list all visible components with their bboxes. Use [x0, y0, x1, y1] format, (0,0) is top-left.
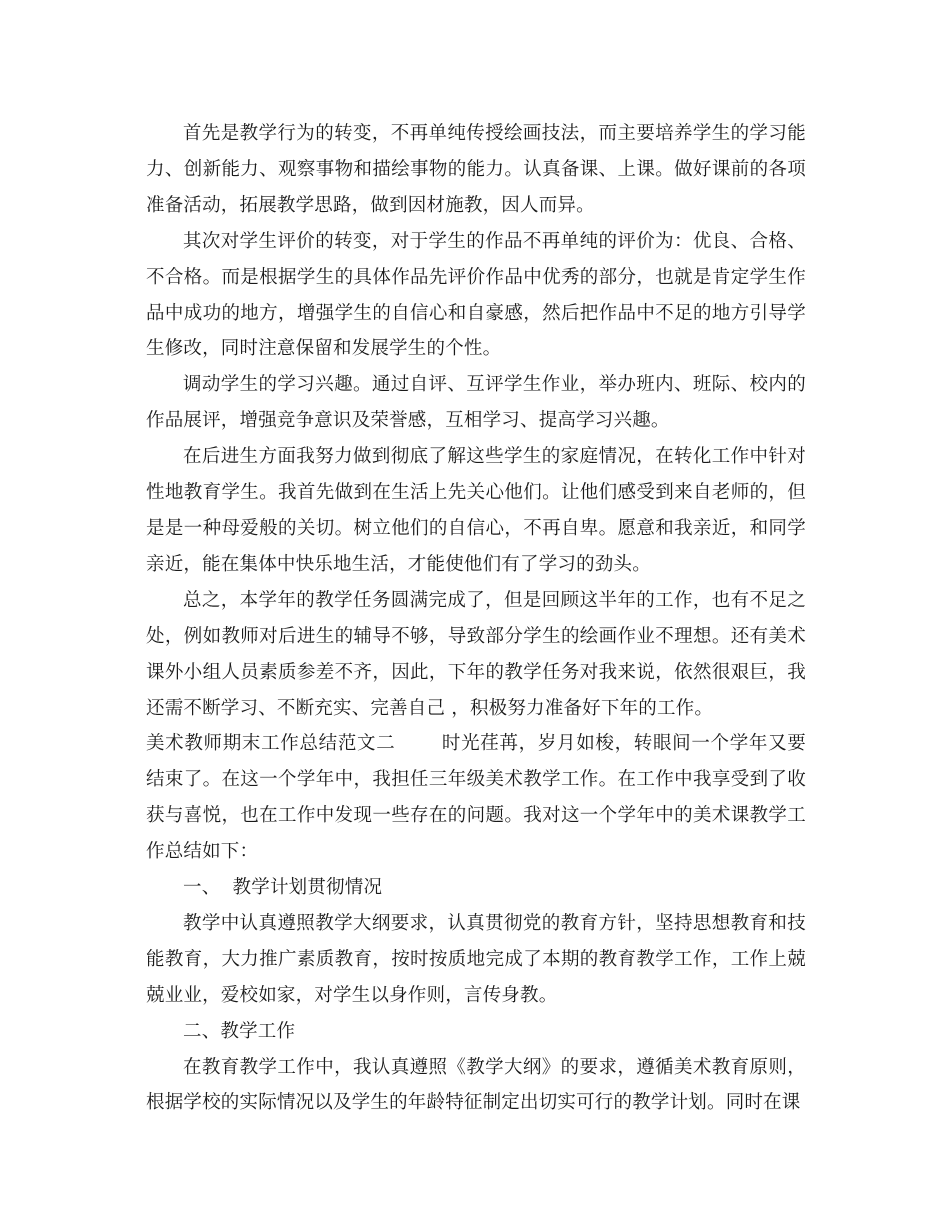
heading-teaching-work: 二、教学工作 [183, 1020, 296, 1042]
section-intro: 时光荏苒，岁月如梭，转眼间一个学年又要结束了。在这一个学年中，我担任三年级美术教学工作。在工作中我享受到了收获与喜悦，也在工作中发现一些存在的问题。我对这一个学年中的美术课教学工作总结如下： [146, 733, 806, 863]
section-title: 美术教师期末工作总结范文二 [146, 733, 396, 755]
paragraph-student-evaluation: 其次对学生评价的转变，对于学生的作品不再单纯的评价为：优良、合格、不合格。而是根据学生的具体作品先评价作品中优秀的部分，也就是肯定学生作品中成功的地方，增强学生的自信心和自豪感，然后把作品中不足的地方引导学生修改，同时注意保留和发展学生的个性。 [146, 230, 806, 360]
paragraph-teaching-plan: 教学中认真遵照教学大纲要求，认真贯彻党的教育方针，坚持思想教育和技能教育，大力推广素质教育，按时按质地完成了本期的教育教学工作，工作上兢兢业业，爱校如家，对学生以身作则，言传身教。 [146, 912, 806, 1006]
paragraph-teaching-behavior: 首先是教学行为的转变，不再单纯传授绘画技法，而主要培养学生的学习能力、创新能力、观察事物和描绘事物的能力。认真备课、上课。做好课前的各项准备活动，拓展教学思路，做到因材施教，因人而异。 [146, 123, 806, 216]
heading-teaching-plan: 一、 教学计划贯彻情况 [183, 877, 383, 899]
paragraph-underachievers: 在后进生方面我努力做到彻底了解这些学生的家庭情况，在转化工作中针对性地教育学生。我首先做到在生活上先关心他们。让他们感受到来自老师的，但是是一种母爱般的关切。树立他们的自信心，不再自卑。愿意和我亲近，和同学亲近，能在集体中快乐地生活，才能使他们有了学习的劲头。 [146, 446, 806, 575]
paragraph-summary: 总之，本学年的教学任务圆满完成了，但是回顾这半年的工作，也有不足之处，例如教师对后进生的辅导不够，导致部分学生的绘画作业不理想。还有美术课外小组人员素质参差不齐，因此，下年的教学任务对我来说，依然很艰巨，我还需不断学习、不断充实、完善自己 ，积极努力准备好下年的工作。 [146, 589, 806, 719]
paragraph-learning-interest: 调动学生的学习兴趣。通过自评、互评学生作业，举办班内、班际、校内的作品展评，增强竞争意识及荣誉感，互相学习、提高学习兴趣。 [146, 374, 806, 432]
paragraph-teaching-work: 在教育教学工作中，我认真遵照《教学大纲》的要求，遵循美术教育原则，根据学校的实际情况以及学生的年龄特征制定出切实可行的教学计划。同时在课 [146, 1056, 806, 1114]
section-two-paragraph [146, 726, 806, 870]
document-body [146, 116, 806, 1121]
